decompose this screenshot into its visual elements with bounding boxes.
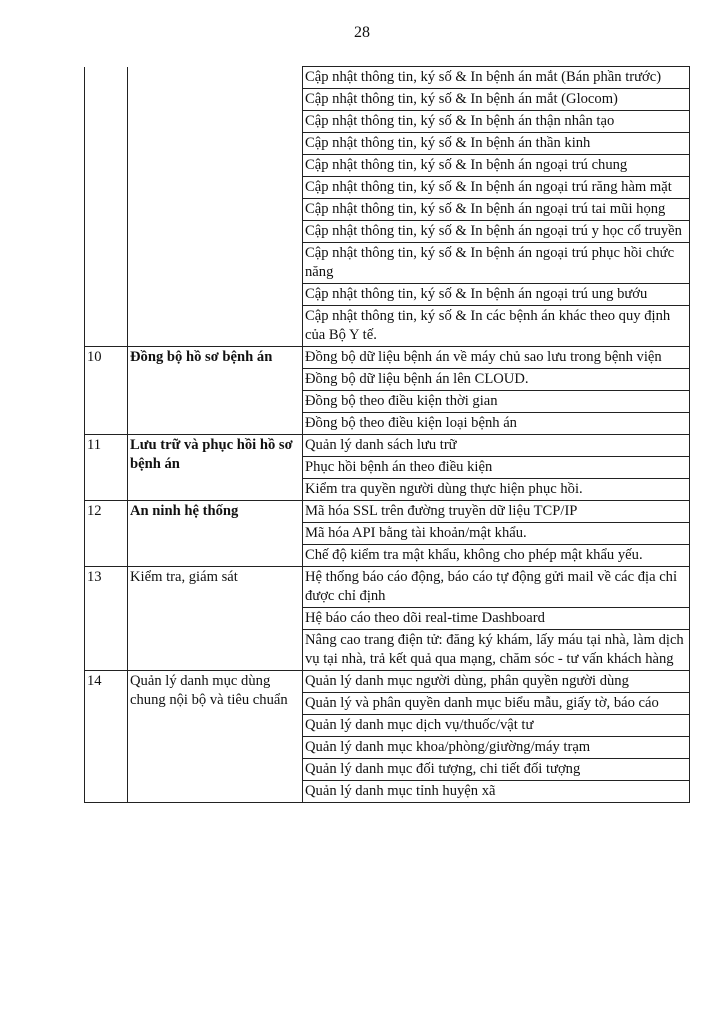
function-item: Quản lý và phân quyền danh mục biểu mẫu, giấy tờ, báo cáo — [303, 693, 690, 715]
function-item: Mã hóa API bằng tài khoản/mật khẩu. — [303, 523, 690, 545]
function-item: Cập nhật thông tin, ký số & In bệnh án ngoại trú ung bướu — [303, 284, 690, 306]
table-row — [85, 347, 690, 369]
function-item: Cập nhật thông tin, ký số & In bệnh án ngoại trú chung — [303, 155, 690, 177]
function-table — [84, 66, 690, 803]
function-item: Quản lý danh mục đối tượng, chi tiết đối tượng — [303, 759, 690, 781]
group-name: Đồng bộ hồ sơ bệnh án — [128, 347, 303, 435]
function-item: Quản lý danh sách lưu trữ — [303, 435, 690, 457]
function-item: Nâng cao trang điện tử: đăng ký khám, lấy máu tại nhà, làm dịch vụ tại nhà, trả kết quả qua mạng, chăm sóc - tư vấn khách hàng — [303, 630, 690, 671]
function-item: Cập nhật thông tin, ký số & In bệnh án thận nhân tạo — [303, 111, 690, 133]
function-table-body — [85, 67, 690, 803]
function-item: Cập nhật thông tin, ký số & In bệnh án ngoại trú răng hàm mặt — [303, 177, 690, 199]
function-item: Quản lý danh mục tỉnh huyện xã — [303, 781, 690, 803]
group-name: Lưu trữ và phục hồi hồ sơ bệnh án — [128, 435, 303, 501]
table-row — [85, 67, 690, 89]
table-row — [85, 435, 690, 457]
function-item: Cập nhật thông tin, ký số & In bệnh án ngoại trú y học cổ truyền — [303, 221, 690, 243]
function-item: Kiểm tra quyền người dùng thực hiện phục hồi. — [303, 479, 690, 501]
function-item: Cập nhật thông tin, ký số & In bệnh án thần kinh — [303, 133, 690, 155]
function-item: Chế độ kiểm tra mật khẩu, không cho phép mật khẩu yếu. — [303, 545, 690, 567]
function-item: Quản lý danh mục khoa/phòng/giường/máy trạm — [303, 737, 690, 759]
function-item: Cập nhật thông tin, ký số & In bệnh án mắt (Bán phần trước) — [303, 67, 690, 89]
group-number: 12 — [85, 501, 128, 567]
group-number: 13 — [85, 567, 128, 671]
group-number: 14 — [85, 671, 128, 803]
table-row — [85, 567, 690, 608]
group-name: Quản lý danh mục dùng chung nội bộ và tiêu chuẩn — [128, 671, 303, 803]
function-item: Hệ thống báo cáo động, báo cáo tự động gửi mail về các địa chỉ được chỉ định — [303, 567, 690, 608]
function-item: Quản lý danh mục người dùng, phân quyền người dùng — [303, 671, 690, 693]
group-number: 10 — [85, 347, 128, 435]
function-item: Mã hóa SSL trên đường truyền dữ liệu TCP/IP — [303, 501, 690, 523]
function-item: Đồng bộ theo điều kiện thời gian — [303, 391, 690, 413]
function-item: Đồng bộ dữ liệu bệnh án lên CLOUD. — [303, 369, 690, 391]
page-number: 28 — [354, 24, 370, 41]
function-item: Hệ báo cáo theo dõi real-time Dashboard — [303, 608, 690, 630]
function-item: Cập nhật thông tin, ký số & In bệnh án ngoại trú phục hồi chức năng — [303, 243, 690, 284]
group-number: 11 — [85, 435, 128, 501]
function-item: Cập nhật thông tin, ký số & In bệnh án ngoại trú tai mũi họng — [303, 199, 690, 221]
function-item: Phục hồi bệnh án theo điều kiện — [303, 457, 690, 479]
group-name: An ninh hệ thống — [128, 501, 303, 567]
function-item: Đồng bộ dữ liệu bệnh án về máy chủ sao lưu trong bệnh viện — [303, 347, 690, 369]
function-item: Đồng bộ theo điều kiện loại bệnh án — [303, 413, 690, 435]
table-row — [85, 501, 690, 523]
group-number — [85, 67, 128, 347]
function-item: Cập nhật thông tin, ký số & In các bệnh án khác theo quy định của Bộ Y tế. — [303, 306, 690, 347]
group-name: Kiểm tra, giám sát — [128, 567, 303, 671]
function-item: Cập nhật thông tin, ký số & In bệnh án mắt (Glocom) — [303, 89, 690, 111]
group-name — [128, 67, 303, 347]
table-row — [85, 671, 690, 693]
function-item: Quản lý danh mục dịch vụ/thuốc/vật tư — [303, 715, 690, 737]
